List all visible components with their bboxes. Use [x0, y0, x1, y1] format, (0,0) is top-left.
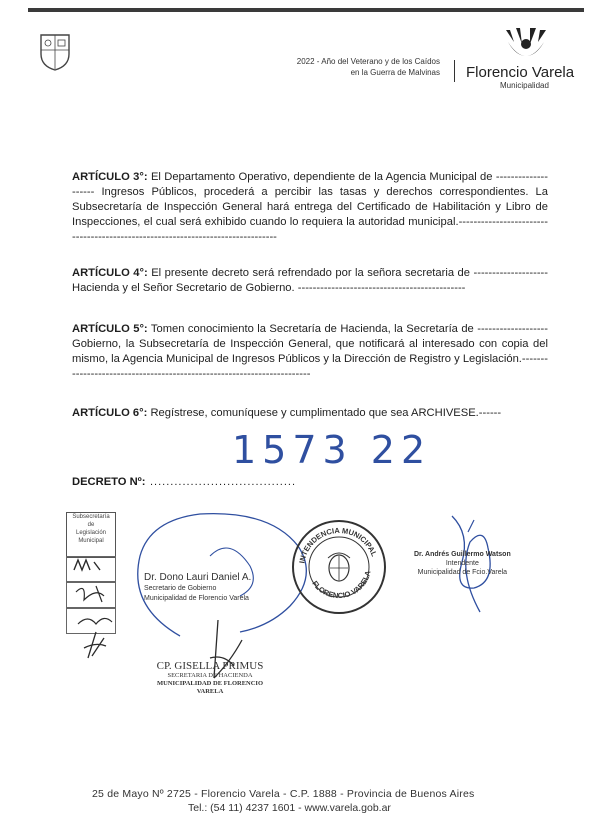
florencio-varela-logo-icon	[500, 26, 552, 66]
intendente-role-1: Intendente	[445, 560, 479, 567]
footer-contact: Tel.: (54 11) 4237 1601 - www.varela.gob.ar	[188, 802, 391, 814]
gobierno-role-1: Secretario de Gobierno	[144, 585, 217, 592]
article-6-text: Regístrese, comuníquese y cumplimentado que sea ARCHIVESE.------	[150, 407, 502, 419]
footer-address: 25 de Mayo Nº 2725 - Florencio Varela - C.P. 1888 - Provincia de Buenos Aires	[92, 788, 475, 800]
motto-line-2: en la Guerra de Malvinas	[350, 68, 440, 77]
top-border-bar	[28, 8, 584, 12]
intendente-name: Dr. Andrés Guillermo Watson	[414, 551, 511, 558]
article-4-label: ARTÍCULO 4°:	[72, 267, 148, 279]
seal-bottom-text: FLORENCIO VARELA	[310, 569, 373, 601]
brand-subtitle: Municipalidad	[500, 81, 549, 90]
gobierno-role-2: Municipalidad de Florencio Varela	[144, 595, 249, 602]
header-motto	[240, 56, 440, 78]
brand-name: Florencio Varela	[466, 64, 575, 81]
hacienda-role-2: MUNICIPALIDAD DE FLORENCIO VARELA	[156, 680, 264, 695]
initials-box-2	[66, 582, 116, 608]
municipal-shield-icon	[38, 32, 72, 72]
signature-gobierno-text	[144, 572, 251, 604]
article-4-text: El presente decreto será refrendado por la señora secretaria de -------------------- Hacienda y el Señor Secretario de Gobierno. ---------------------------------------------	[72, 267, 549, 294]
stamp-line-1: Subsecretaría	[72, 514, 110, 520]
article-5-label: ARTÍCULO 5°:	[72, 323, 148, 335]
initials-box-1	[66, 556, 116, 582]
initials-box-3	[66, 608, 116, 634]
municipal-seal-icon	[290, 518, 388, 616]
signature-hacienda-text	[150, 660, 270, 696]
decree-number-stamp: 1573 22	[232, 428, 432, 472]
article-6	[72, 406, 548, 421]
motto-line-1: 2022 - Año del Veterano y de los Caídos	[296, 57, 440, 66]
article-5	[72, 322, 548, 382]
seal-top-text: INTENDENCIA MUNICIPAL	[297, 525, 379, 564]
stamp-line-3: Legislación	[75, 530, 107, 536]
stamp-line-2: de	[87, 522, 95, 528]
stamp-line-4: Municipal	[78, 538, 104, 544]
decree-label: DECRETO Nº:	[72, 476, 146, 488]
hacienda-name: CP. GISELLA PRIMUS	[156, 660, 264, 672]
decree-dots: ....................................	[150, 476, 297, 488]
intendente-role-2: Municipalidad de Fcio.Varela	[417, 569, 508, 576]
article-4	[72, 266, 548, 296]
gobierno-name: Dr. Dono Lauri Daniel A.	[144, 572, 252, 583]
article-6-label: ARTÍCULO 6°:	[72, 407, 148, 419]
article-3	[72, 170, 548, 245]
header-divider	[454, 60, 455, 82]
legislation-stamp-box	[66, 512, 116, 558]
article-3-text: El Departamento Operativo, dependiente de la Agencia Municipal de -------------------- Ingresos Públicos, procederá a percibir las tasas y derechos correspondientes. La Subsecretaría de Inspección General hará entrega del Certificado de Habilitación y Libro de Inspecciones, el cual será exhibido cuando lo requiera la autoridad municipal.-------------------------------------------------------------------------------	[72, 171, 549, 243]
article-5-text: Tomen conocimiento la Secretaría de Hacienda, la Secretaría de ------------------- Gobierno, la Subsecretaría de Inspección General, que notificará al interesado con copia del mismo, la Agencia Municipal de Ingresos Públicos y la Dirección de Registro y Legislación.-----------------------------------------------------------------------	[72, 323, 548, 380]
svg-text:FLORENCIO VARELA	[310, 569, 372, 600]
hacienda-role-1: SECRETARIA DE HACIENDA	[167, 672, 253, 679]
signature-intendente-text	[414, 550, 511, 577]
article-3-label: ARTÍCULO 3°:	[72, 171, 148, 183]
